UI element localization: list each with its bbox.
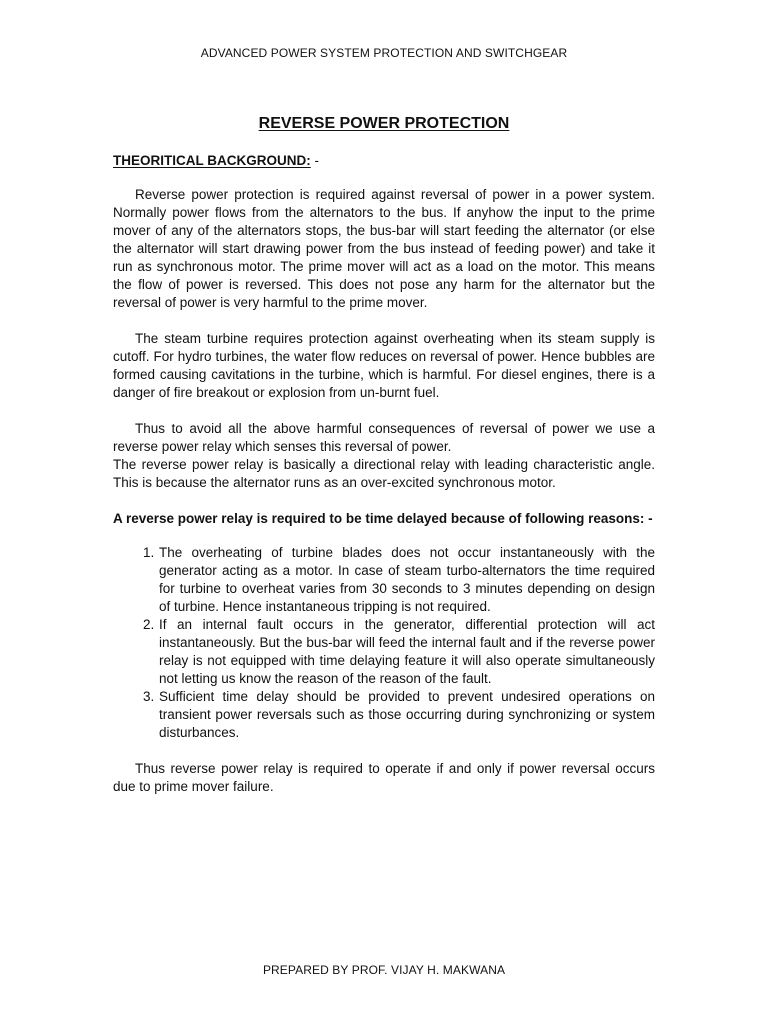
list-item: 1. The overheating of turbine blades does not occur instantaneously with the generator acting as a motor. In case of steam turbo-alternators the time required for turbine to overheat varies from 30 seconds to 3 minutes depending on design of turbine. Hence instantaneous tripping is not required. (158, 544, 655, 616)
paragraph-turbines: The steam turbine requires protection against overheating when its steam supply is cutoff. For hydro turbines, the water flow reduces on reversal of power. Hence bubbles are formed causing cavitations in the turbine, which is harmful. For diesel engines, there is a danger of fire breakout or explosion from un-burnt fuel. (113, 331, 655, 400)
list-item: 3. Sufficient time delay should be provided to prevent undesired operations on transient power reversals such as those occurring during synchronizing or system disturbances. (158, 688, 655, 742)
paragraph-relay-characteristic: The reverse power relay is basically a directional relay with leading characteristic angle. This is because the alternator runs as an over-excited synchronous motor. (113, 457, 655, 490)
list-item: 2. If an internal fault occurs in the generator, differential protection will act instantaneously. But the bus-bar will feed the internal fault and if the reverse power relay is not equipped with time delaying feature it will also operate simultaneously not letting us know the reason of the reason of the fault. (158, 616, 655, 688)
paragraph-intro: Reverse power protection is required against reversal of power in a power system. Normally power flows from the alternators to the bus. If anyhow the input to the prime mover of any of the alternators stops, the bus-bar will start feeding the alternator (or else the alternator will start drawing power from the bus instead of feeding power) and take it run as synchronous motor. The prime mover will act as a load on the motor. This means the flow of power is reversed. This does not pose any harm for the alternator but the reversal of power is very harmful to the prime mover. (113, 187, 655, 310)
paragraph-relay-use: Thus to avoid all the above harmful consequences of reversal of power we use a reverse power relay which senses this reversal of power. (113, 421, 655, 454)
reasons-heading: A reverse power relay is required to be time delayed because of following reasons: - (113, 511, 653, 526)
reasons-list (113, 544, 655, 742)
paragraph-conclusion: Thus reverse power relay is required to operate if and only if power reversal occurs due to prime mover failure. (113, 761, 655, 794)
running-footer: PREPARED BY PROF. VIJAY H. MAKWANA (262, 963, 506, 977)
page-title: REVERSE POWER PROTECTION (258, 115, 510, 132)
section-heading-text: THEORITICAL BACKGROUND: (113, 153, 311, 168)
section-heading (113, 152, 655, 170)
running-header: ADVANCED POWER SYSTEM PROTECTION AND SWITCHGEAR (200, 46, 568, 60)
section-heading-suffix: - (310, 153, 319, 168)
document-body (113, 152, 655, 814)
